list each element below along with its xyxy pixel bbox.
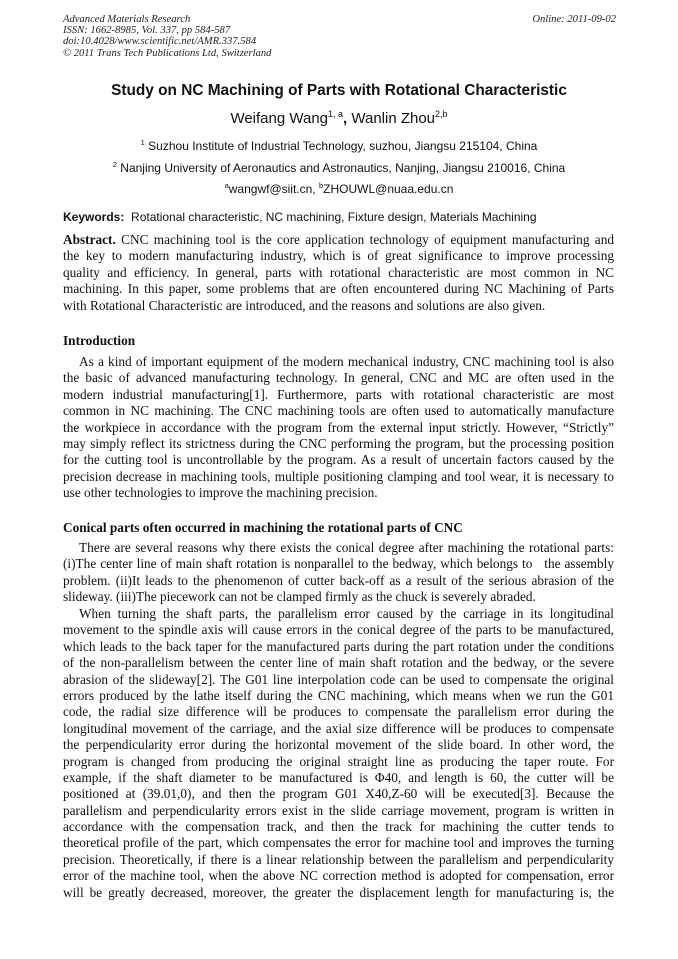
paragraph-line: problem. (ii)It leads to the phenomenon of cutter back-off as a result of the serious abrasion of the: [63, 572, 614, 588]
abstract-line: quality and efficiency. In general, parts with rotational characteristic are most common in NC: [63, 264, 614, 280]
paragraph-line: the workpiece in accordance with the program from the external input strictly. However, “Strictly”: [63, 419, 614, 435]
keywords: [63, 210, 537, 224]
paragraph-line: (i)The center line of main shaft rotation is nonparallel to the bedway, which belongs to the assembly: [63, 556, 614, 572]
abstract: [63, 232, 614, 314]
paragraph-line: theoretical profile of the part, which compensates the error for machine tool and improves the turning: [63, 835, 614, 851]
issn-line: ISSN: 1662-8985, Vol. 337, pp 584-587: [63, 25, 231, 37]
conical-parts-paragraph-1: [63, 540, 614, 606]
author-affiliation-mark: 2,b: [435, 109, 448, 119]
affiliation-1: [0, 138, 678, 153]
paragraph-line: the perpendicularity error during the horizontal movement of the slide board. In other word, the: [63, 737, 614, 753]
abstract-line: CNC machining tool is the core application technology of equipment manufacturing and: [115, 232, 614, 247]
paragraph-line: accordance with the compensation track, and then the track for machining the cutter tends to: [63, 819, 614, 835]
paragraph-line: may simply reflect its strictness during the CNC performing the program, but the processing position: [63, 435, 614, 451]
author-separator: ,: [343, 110, 352, 127]
paragraph-line: of the non-parallelism between the center line of main shaft rotation and the bedway, or the severe: [63, 655, 614, 671]
paragraph-line: precision decrease in machining tools, multiple positioning clamping and tool wear, it is necessary to: [63, 468, 614, 484]
author-list: [0, 109, 678, 127]
paragraph-line: When turning the shaft parts, the parallelism error caused by the carriage in its longitudinal: [79, 606, 614, 621]
paragraph-line: example, if the shaft diameter to be manufactured is Φ40, and length is 60, the cutter will be: [63, 769, 614, 785]
abstract-label: Abstract.: [63, 232, 116, 247]
online-date: Online: 2011-09-02: [532, 14, 616, 25]
paragraph-line: code, the radial size difference will be produces to compensate the parallelism error during the: [63, 704, 614, 720]
keywords-label: Keywords:: [63, 210, 125, 224]
affiliation-2: [0, 160, 678, 175]
paragraph-line: errors produced by the lathe itself during the CNC machining, which means when we run the G01: [63, 687, 614, 703]
abstract-line: the key to modern manufacturing industry, which is of great significance to improve processing: [63, 248, 614, 264]
paragraph-line: abrasion of the slideway[2]. The G01 line interpolation code can be used to compensate the original: [63, 671, 614, 687]
affiliation-text: Nanjing University of Aeronautics and Astronautics, Nanjing, Jiangsu 210016, China: [116, 161, 566, 175]
paragraph-line: modern industrial manufacturing[1]. Furthermore, parts with rotational characteristic are most: [63, 386, 614, 402]
email-link[interactable]: ZHOUWL@nuaa.edu.cn: [323, 182, 454, 196]
introduction-paragraph: [63, 354, 614, 502]
section-heading-conical-parts: Conical parts often occurred in machining the rotational parts of CNC: [63, 520, 463, 535]
email-mark: a: [224, 181, 229, 190]
paragraph-line: parallelism and perpendicularity errors exist in the slide carriage movement, program is written in: [63, 802, 614, 818]
section-heading-introduction: Introduction: [63, 333, 136, 348]
conical-parts-paragraph-2: [63, 606, 614, 901]
paragraph-line: which leads to the back taper for the manufactured parts during the part rotation under the conditions: [63, 638, 614, 654]
abstract-line: machining. In this paper, some problems that are often encountered during NC Machining of Parts: [63, 281, 614, 297]
abstract-line: with Rotational Characteristic are introduced, and the reasons and solutions are also given.: [63, 297, 546, 313]
author-name: Weifang Wang: [230, 110, 329, 127]
author-emails: [0, 181, 678, 196]
paragraph-line: positioned at (39.01,0), and then the program G01 X40,Z-60 will be executed[3]. Because the: [63, 786, 614, 802]
paragraph-line: use other technologies to improve the machining precision.: [63, 485, 378, 501]
keywords-text: Rotational characteristic, NC machining, Fixture design, Materials Machining: [124, 210, 537, 224]
paragraph-line: common in NC machining. The CNC machining tools are often used to automatically manufacture: [63, 403, 614, 419]
doi-line: doi:10.4028/www.scientific.net/AMR.337.584: [63, 36, 257, 48]
paragraph-line: slideway. (iii)The piecework can not be clamped firmly as the chuck is severely abraded.: [63, 589, 536, 605]
journal-name: Advanced Materials Research: [63, 14, 191, 25]
paragraph-line: As a kind of important equipment of the modern mechanical industry, CNC machining tool is also: [79, 354, 614, 369]
paragraph-line: longitudinal movement of the carriage, and the axial size difference will be produces to compensate: [63, 720, 614, 736]
paper-title: Study on NC Machining of Parts with Rotational Characteristic: [111, 82, 567, 99]
email-mark: b: [318, 181, 324, 190]
paragraph-line: movement to the spindle axis will cause errors in the conical degree of the parts to be manufactured,: [63, 622, 614, 638]
copyright-line: © 2011 Trans Tech Publications Ltd, Switzerland: [63, 47, 272, 59]
email-link[interactable]: wangwf@siit.cn,: [228, 182, 319, 196]
paragraph-line: precision. Theoretically, if there is a linear relationship between the parallelism and perpendicularity: [63, 851, 614, 867]
paragraph-line: the basic of advanced manufacturing technology. In general, CNC and MC are often used in the: [63, 370, 614, 386]
journal-header: [63, 14, 271, 59]
paragraph-line: will be greatly decreased, moreover, the greater the displacement length for manufacturing is, the: [63, 884, 614, 900]
affiliation-mark: 1: [140, 138, 145, 147]
affiliation-mark: 2: [112, 160, 117, 169]
paragraph-line: for the cutting tool is uncontrollable by the program. As a result of uncertain factors caused by the: [63, 452, 614, 468]
paragraph-line: error of the machine tool, when the above NC correction method is adopted for compensation, error: [63, 868, 614, 884]
author-affiliation-mark: 1, a: [328, 109, 344, 119]
affiliation-text: Suzhou Institute of Industrial Technology, suzhou, Jiangsu 215104, China: [144, 139, 538, 153]
paragraph-line: There are several reasons why there exists the conical degree after machining the rotational parts:: [79, 540, 614, 555]
paragraph-line: program is changed from producing the original straight line as producing the taper route. For: [63, 753, 614, 769]
author-name: Wanlin Zhou: [351, 110, 436, 127]
